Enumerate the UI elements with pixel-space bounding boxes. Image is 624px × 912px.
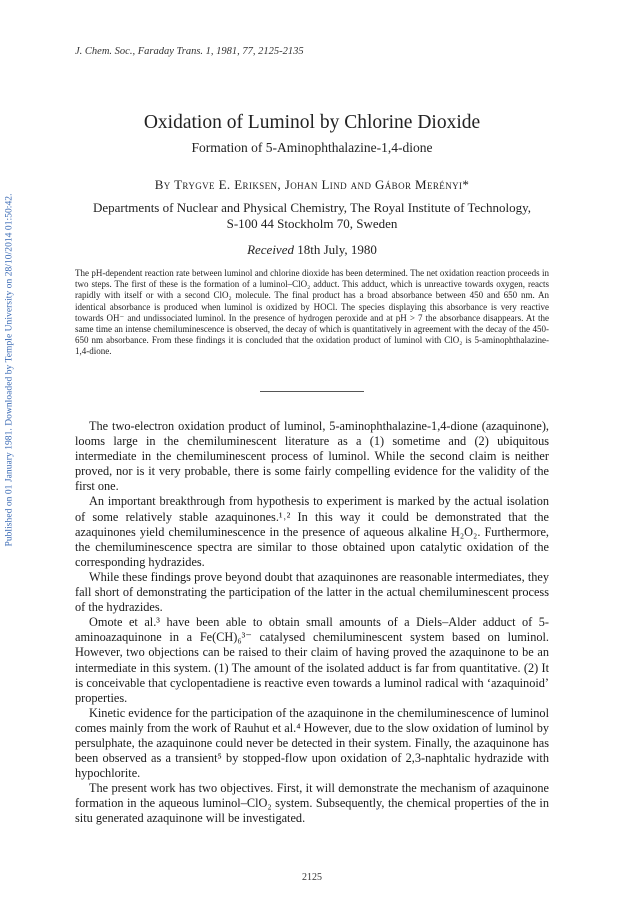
body-text [75,419,549,827]
affiliation: Departments of Nuclear and Physical Chemistry, The Royal Institute of Technology, S-100 44 Stockholm 70, Sweden [92,200,532,231]
paragraph: An important breakthrough from hypothesis to experiment is marked by the actual isolation of some relatively stable azaquinones.¹˒² In this way it could be demonstrated that the azaquinones yield chemiluminescence in the presence of aqueous alkaline H₂O₂. Furthermore, the chemiluminescence spectra are similar to those obtained upon catalytic oxidation of the corresponding hydrazides. [75,494,549,569]
download-notice: Published on 01 January 1981. Downloaded by Temple University on 28/10/2014 01:50:42. [5,193,15,547]
paragraph: While these findings prove beyond doubt that azaquinones are reasonable intermediates, they fall short of demonstrating the participation of the latter in the actual chemiluminescent process of the hydrazides. [75,569,549,615]
received-date [0,242,624,258]
page-number: 2125 [302,872,322,883]
article-title: Oxidation of Luminol by Chlorine Dioxide [143,112,481,133]
download-sidebar [2,150,18,590]
section-divider [260,391,364,392]
author-list: By Trygve E. Eriksen, Johan Lind and Gábor Merényi* [154,177,470,192]
paragraph: Omote et al.³ have been able to obtain small amounts of a Diels–Alder adduct of 5-aminoazaquinone in a Fe(CH)₆³⁻ catalysed chemiluminescent system based on luminol. However, two objections can be raised to their claim of having proved the azaquinone to be an intermediate in this system. (1) The amount of the isolated adduct is far from quantitative. (2) It is conceivable that cyclopentadiene is reactive even towards a luminol radical with ‘azaquinoid’ properties. [75,615,549,705]
received-label: Received [247,242,294,257]
journal-reference: J. Chem. Soc., Faraday Trans. 1, 1981, 77, 2125-2135 [75,46,304,57]
received-date-value: 18th July, 1980 [297,242,377,257]
paragraph: The two-electron oxidation product of luminol, 5-aminophthalazine-1,4-dione (azaquinone), looms large in the chemiluminescent literature as a (1) sometime and (2) ubiquitous intermediate in the chemiluminescent process of luminol. While the second claim is neither proved, nor is it very probable, there is some fairly compelling evidence for the validity of the first one. [75,419,549,494]
paragraph: The present work has two objectives. First, it will demonstrate the mechanism of azaquinone formation in the aqueous luminol–ClO₂ system. Subsequently, the chemical properties of the in situ generated azaquinone will be investigated. [75,781,549,826]
paragraph: Kinetic evidence for the participation of the azaquinone in the chemiluminescence of luminol comes mainly from the work of Rauhut et al.⁴ However, due to the slow oxidation of luminol by persulphate, the azaquinone could never be detected in their system. Finally, the azaquinone has been observed as a transient⁵ by stopped-flow upon oxidation of 2,3-naphtalic hydrazide with hypochlorite. [75,705,549,781]
abstract: The pH-dependent reaction rate between luminol and chlorine dioxide has been determined. The net oxidation reaction proceeds in two steps. The first of these is the formation of a luminol–ClO₂ adduct. This adduct, which is unreactive towards oxygen, reacts rapidly with itself or with a second ClO₂ molecule. The final product has a broad absorbance between 450 and 650 nm. An identical absorbance is produced when luminol is oxidized by HOCl. The species displaying this absorbance is very reactive towards OH⁻ and undissociated luminol. In the presence of hydrogen peroxide and at pH > 7 the absorbance disappears. At the same time an intense chemiluminescence is observed, the decay of which is quantitatively in agreement with the decay of the 450-650 nm absorbance. From these findings it is concluded that the oxidation product of luminol with ClO₂ is 5-aminophthalazine-1,4-dione. [75,268,549,357]
article-subtitle: Formation of 5-Aminophthalazine-1,4-dione [191,140,433,155]
